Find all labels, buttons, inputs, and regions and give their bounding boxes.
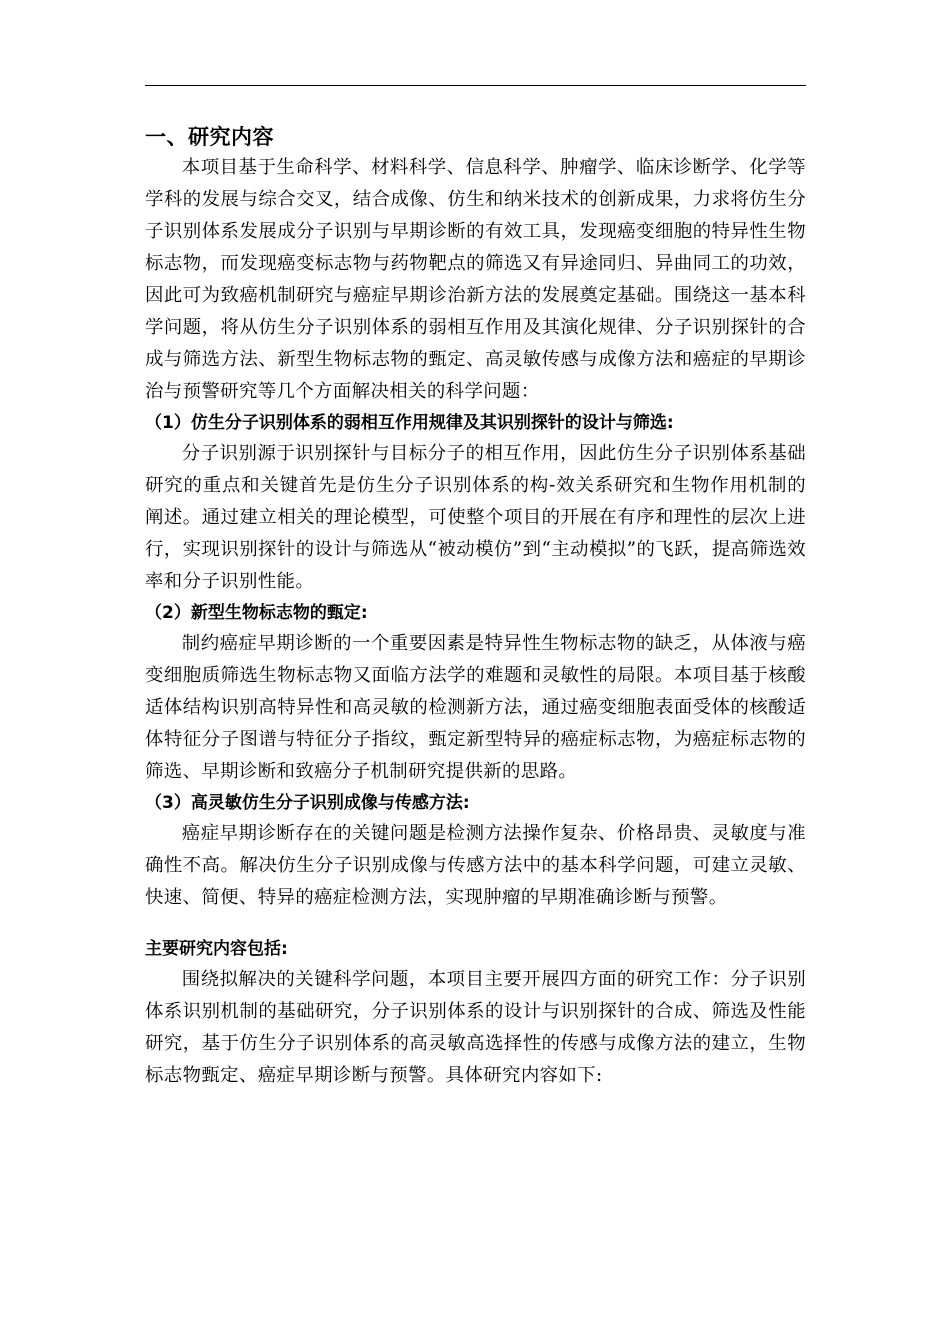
subsection-body-1: 分子识别源于识别探针与目标分子的相互作用，因此仿生分子识别体系基础研究的重点和关键首先是仿生分子识别体系的构-效关系研究和生物作用机制的阐述。通过建立相关的理论模型，可使整个项目的开展在有序和理性的层次上进行，实现识别探针的设计与筛选从“被动模仿”到“主动模拟”的飞跃，提高筛选效率和分子识别性能。 <box>145 443 806 592</box>
subsection-heading-1: （1）仿生分子识别体系的弱相互作用规律及其识别探针的设计与筛选: <box>145 413 674 433</box>
main-content-body: 围绕拟解决的关键科学问题，本项目主要开展四方面的研究工作：分子识别体系识别机制的基础研究，分子识别体系的设计与识别探针的合成、筛选及性能研究，基于仿生分子识别体系的高灵敏高选择性的传感与成像方法的建立，生物标志物甄定、癌症早期诊断与预警。具体研究内容如下: <box>145 969 806 1086</box>
subsection-body-3: 癌症早期诊断存在的关键问题是检测方法操作复杂、价格昂贵、灵敏度与准确性不高。解决仿生分子识别成像与传感方法中的基本科学问题，可建立灵敏、快速、简便、特异的癌症检测方法，实现肿瘤的早期准确诊断与预警。 <box>145 823 806 908</box>
subsection-heading-2: （2）新型生物标志物的甄定: <box>145 603 368 623</box>
section-title: 一、研究内容 <box>145 125 274 149</box>
subsection-heading-3: （3）高灵敏仿生分子识别成像与传感方法: <box>145 793 470 813</box>
subsection-body-2: 制约癌症早期诊断的一个重要因素是特异性生物标志物的缺乏，从体液与癌变细胞质筛选生物标志物又面临方法学的难题和灵敏性的局限。本项目基于核酸适体结构识别高特异性和高灵敏的检测新方法，通过癌变细胞表面受体的核酸适体特征分子图谱与特征分子指纹，甄定新型特异的癌症标志物，为癌症标志物的筛选、早期诊断和致癌分子机制研究提供新的思路。 <box>145 633 806 782</box>
document-body <box>145 122 806 1092</box>
intro-paragraph: 本项目基于生命科学、材料科学、信息科学、肿瘤学、临床诊断学、化学等学科的发展与综合交叉，结合成像、仿生和纳米技术的创新成果，力求将仿生分子识别体系发展成分子识别与早期诊断的有效工具，发现癌变细胞的特异性生物标志物，而发现癌变标志物与药物靶点的筛选又有异途同归、异曲同工的功效，因此可为致癌机制研究与癌症早期诊治新方法的发展奠定基础。围绕这一基本科学问题，将从仿生分子识别体系的弱相互作用及其演化规律、分子识别探针的合成与筛选方法、新型生物标志物的甄定、高灵敏传感与成像方法和癌症的早期诊治与预警研究等几个方面解决相关的科学问题： <box>145 157 806 402</box>
header-rule <box>145 85 806 86</box>
main-content-heading: 主要研究内容包括: <box>145 939 288 959</box>
